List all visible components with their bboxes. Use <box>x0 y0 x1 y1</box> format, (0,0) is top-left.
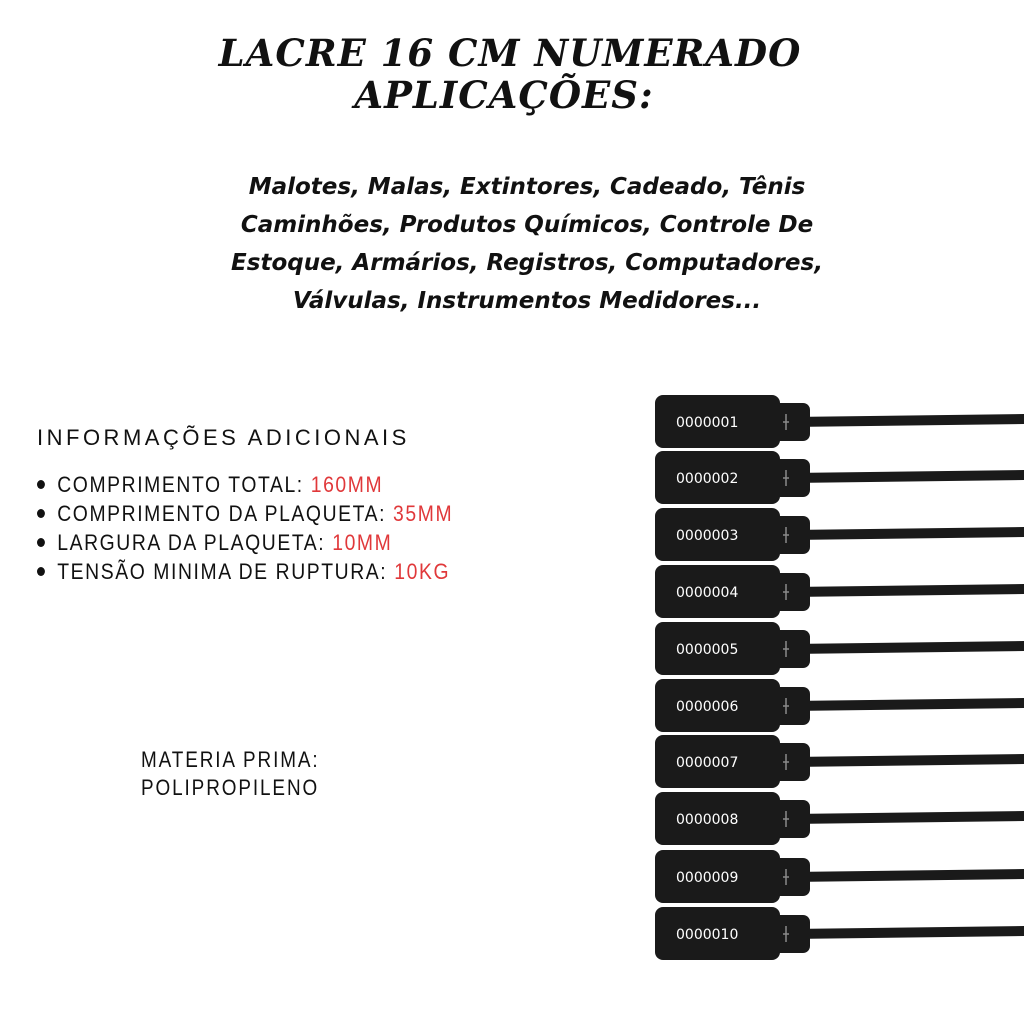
applications-line: Malotes, Malas, Extintores, Cadeado, Tênis <box>248 174 806 200</box>
seal-item <box>655 679 1024 732</box>
applications-line: Caminhões, Produtos Químicos, Controle De <box>240 212 814 238</box>
info-heading: INFORMAÇÕES ADICIONAIS <box>37 425 410 450</box>
info-item-value: 10KG <box>394 559 451 584</box>
seal-item <box>655 395 1024 448</box>
seal-strap <box>790 641 1024 654</box>
seal-number: 0000010 <box>676 927 739 943</box>
seal-item <box>655 735 1024 788</box>
applications-line: Estoque, Armários, Registros, Computadores, <box>231 250 823 276</box>
seal-strap <box>790 811 1024 824</box>
applications-line: Válvulas, Instrumentos Medidores... <box>292 288 762 314</box>
info-item-value: 10MM <box>332 530 393 555</box>
seal-item <box>655 565 1024 618</box>
seal-strap <box>790 470 1024 483</box>
seal-strap <box>790 527 1024 540</box>
materia-value: POLIPROPILENO <box>141 775 320 800</box>
info-item-value: 160MM <box>310 472 384 497</box>
seal-number: 0000009 <box>676 870 739 886</box>
seal-number: 0000002 <box>676 471 739 487</box>
seal-item <box>655 451 1024 504</box>
seal-strap <box>790 414 1024 427</box>
seal-number: 0000005 <box>676 642 739 658</box>
seal-number: 0000008 <box>676 812 739 828</box>
seal-strap <box>790 584 1024 597</box>
seal-number: 0000006 <box>676 699 739 715</box>
seal-number: 0000001 <box>676 415 739 431</box>
seal-strap <box>790 754 1024 767</box>
seal-strap <box>790 698 1024 711</box>
info-item-value: 35MM <box>393 501 454 526</box>
materia-label: MATERIA PRIMA: <box>141 747 320 772</box>
seal-strap <box>790 869 1024 882</box>
section-title-aplicacoes: APLICAÇÕES: <box>354 73 654 117</box>
info-item-label: TENSÃO MINIMA DE RUPTURA: <box>57 559 395 584</box>
seal-number: 0000004 <box>676 585 739 601</box>
seal-strap <box>790 926 1024 939</box>
seal-item <box>655 907 1024 960</box>
seal-number: 0000007 <box>676 755 739 771</box>
page-title: LACRE 16 CM NUMERADO <box>218 31 802 75</box>
info-item-label: LARGURA DA PLAQUETA: <box>57 530 333 555</box>
info-item-label: COMPRIMENTO DA PLAQUETA: <box>57 501 394 526</box>
info-item-label: COMPRIMENTO TOTAL: <box>57 472 311 497</box>
seal-item <box>655 792 1024 845</box>
seal-number: 0000003 <box>676 528 739 544</box>
seal-item <box>655 622 1024 675</box>
seal-item <box>655 850 1024 903</box>
seal-item <box>655 508 1024 561</box>
